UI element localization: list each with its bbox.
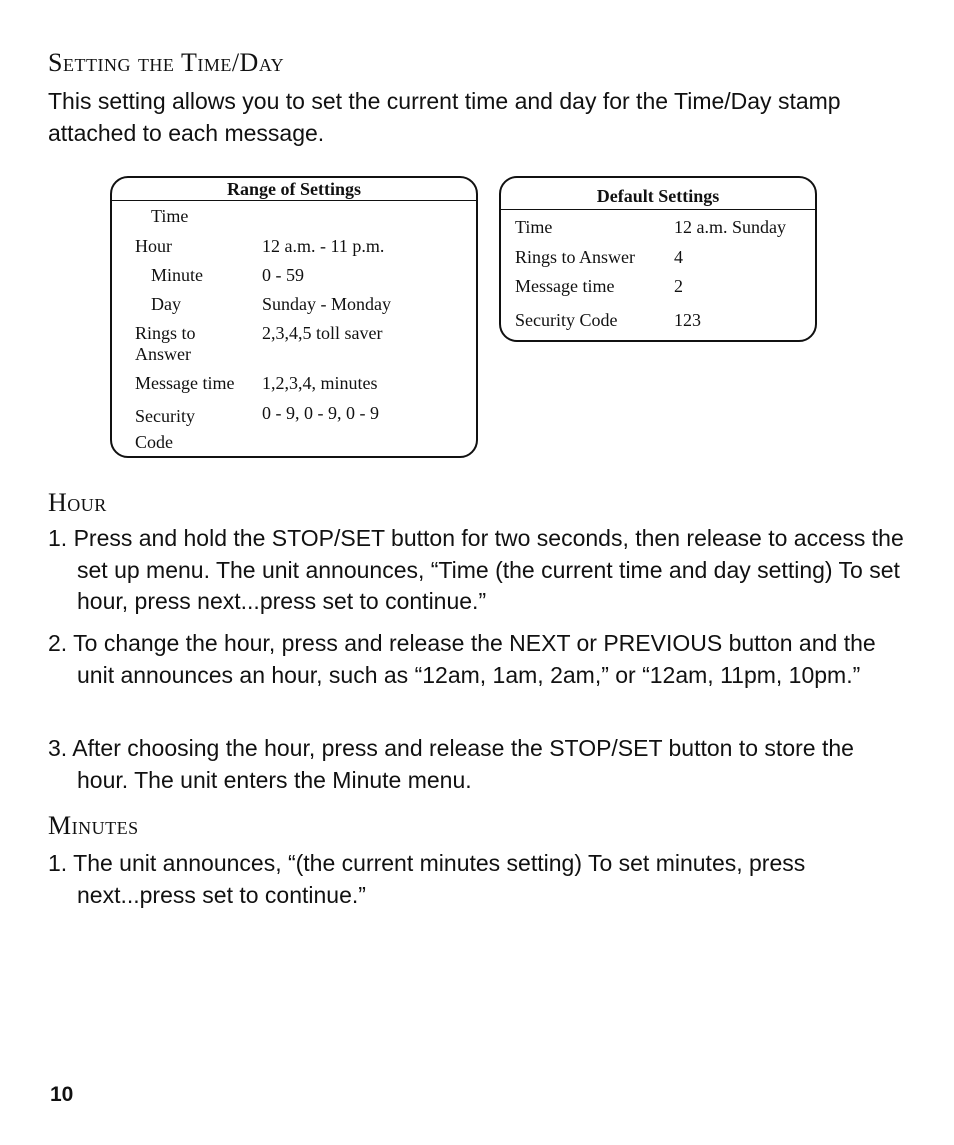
range-value-rings: 2,3,4,5 toll saver xyxy=(262,323,383,343)
range-box-title: Range of Settings xyxy=(227,179,361,199)
range-value-day: Sunday - Monday xyxy=(262,294,391,314)
range-label-minute: Minute xyxy=(151,265,203,285)
range-value-minute: 0 - 59 xyxy=(262,265,304,285)
minutes-step-1: 1. The unit announces, “(the current minutes setting) To set minutes, press next...press set to continue.” xyxy=(48,850,806,908)
hour-step-1: 1. Press and hold the STOP/SET button for two seconds, then release to access the set up menu. The unit announces, “Time (the current time and day setting) To set hour, press next...press set to continue.” xyxy=(48,525,904,614)
range-box-divider xyxy=(112,200,476,201)
range-value-message-time: 1,2,3,4, minutes xyxy=(262,373,378,393)
range-of-settings-box xyxy=(110,176,478,458)
default-value-rings: 4 xyxy=(674,247,683,267)
default-label-security: Security Code xyxy=(515,310,618,330)
range-label-message-time: Message time xyxy=(135,373,235,393)
range-value-hour: 12 a.m. - 11 p.m. xyxy=(262,236,385,256)
range-label-time: Time xyxy=(151,206,189,226)
range-label-day: Day xyxy=(151,294,181,314)
default-settings-box xyxy=(499,176,817,342)
default-value-security: 123 xyxy=(674,310,701,330)
intro-paragraph: This setting allows you to set the current time and day for the Time/Day stamp attached to each message. xyxy=(48,88,841,146)
range-label-rings: Rings to Answer xyxy=(135,323,196,364)
default-value-message-time: 2 xyxy=(674,276,683,296)
minutes-heading: Minutes xyxy=(48,811,139,840)
default-label-rings: Rings to Answer xyxy=(515,247,636,267)
hour-step-2: 2. To change the hour, press and release the NEXT or PREVIOUS button and the unit announces an hour, such as “12am, 1am, 2am,” or “12am, 11pm, 10pm.” xyxy=(48,630,876,688)
default-box-title: Default Settings xyxy=(596,186,720,206)
default-value-time: 12 a.m. Sunday xyxy=(674,217,786,237)
default-label-time: Time xyxy=(515,217,553,237)
range-label-hour: Hour xyxy=(135,236,172,256)
page-number: 10 xyxy=(50,1083,74,1106)
range-label-security: Security Code xyxy=(135,406,195,452)
section-title: Setting the Time/Day xyxy=(48,48,285,77)
hour-step-3: 3. After choosing the hour, press and release the STOP/SET button to store the hour. The unit enters the Minute menu. xyxy=(48,735,854,793)
hour-heading: Hour xyxy=(48,488,107,517)
default-label-message-time: Message time xyxy=(515,276,615,296)
default-box-divider xyxy=(501,209,815,210)
range-value-security: 0 - 9, 0 - 9, 0 - 9 xyxy=(262,403,379,423)
